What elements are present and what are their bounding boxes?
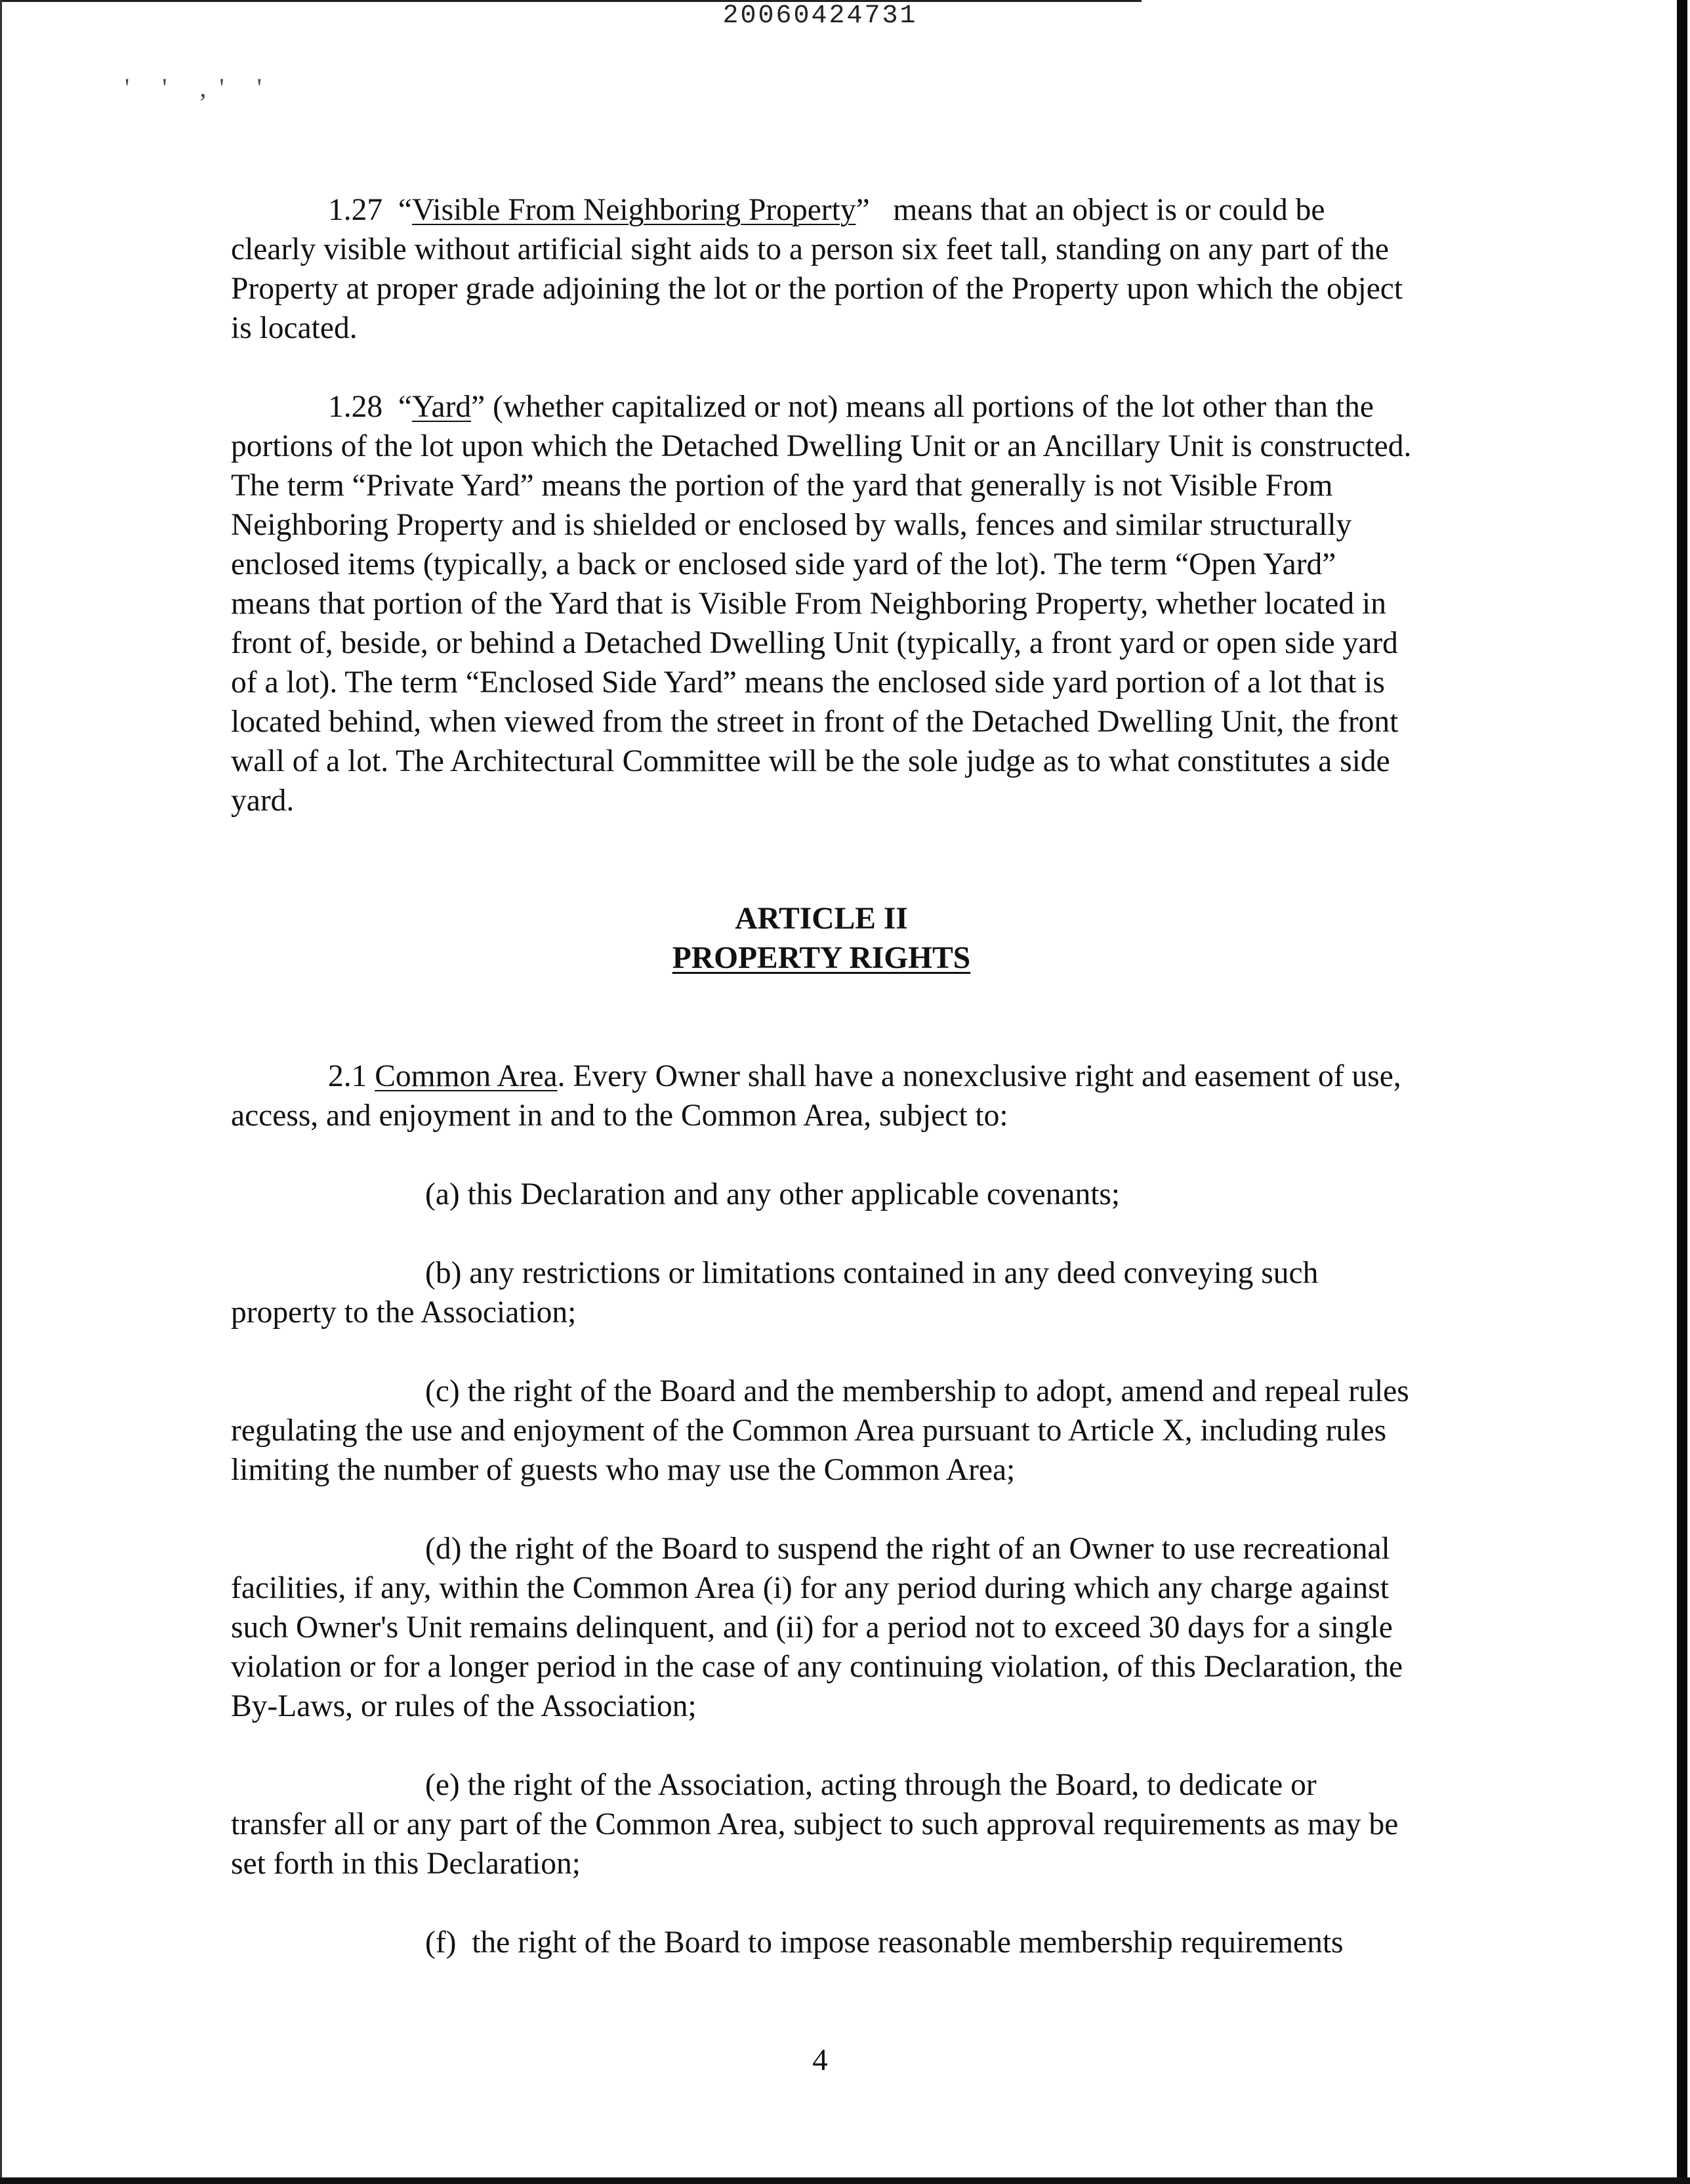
clause-b	[231, 1253, 1412, 1332]
clause-label: (c)	[425, 1374, 460, 1408]
scan-border-right	[1677, 0, 1687, 2184]
clause-label: (f)	[425, 1925, 457, 1960]
section-heading-suffix: .	[557, 1059, 566, 1093]
clause-text: the right of the Board and the membership to adopt, amend and repeal rules regulating the use and enjoyment of the Common Area pursuant to Article X, including rules limiting the number of guests who may use the Common Area;	[231, 1374, 1409, 1487]
section-heading: Common Area	[375, 1059, 558, 1093]
clause-label: (a)	[425, 1177, 460, 1211]
clause-label: (d)	[425, 1532, 462, 1566]
clause-f	[231, 1923, 1412, 1962]
clause-text: any restrictions or limitations contained in any deed conveying such property to the Association;	[231, 1256, 1319, 1330]
clause-label: (e)	[425, 1768, 460, 1802]
clause-text: the right of the Association, acting through the Board, to dedicate or transfer all or any part of the Common Area, subject to such approval requirements as may be set forth in this Declaration;	[231, 1768, 1399, 1881]
article-title: PROPERTY RIGHTS	[672, 941, 971, 975]
clause-text: the right of the Board to impose reasonable membership requirements	[472, 1925, 1344, 1960]
clause-text: the right of the Board to suspend the right of an Owner to use recreational facilities, if any, within the Common Area (i) for any period during which any charge against such Owner's Unit remains delinquent, and (ii) for a period not to exceed 30 days for a single violation or for a longer period in the case of any continuing violation, of this Declaration, the By-Laws, or rules of the Association;	[231, 1532, 1403, 1723]
defined-term: Visible From Neighboring Property	[411, 193, 856, 227]
scan-specks: ' ' ,' '	[125, 73, 275, 102]
clause-label: (b)	[425, 1256, 462, 1290]
section-body: means that an object is or could be clearly visible without artificial sight aids to a person six feet tall, standing on any part of the Property at proper grade adjoining the lot or the portion of the Property upon which the object is located.	[231, 193, 1403, 345]
page-number: 4	[812, 2043, 828, 2077]
section-body: Every Owner shall have a nonexclusive right and easement of use, access, and enjoyment in and to the Common Area, subject to:	[231, 1059, 1401, 1133]
section-body: (whether capitalized or not) means all portions of the lot other than the portions of the lot upon which the Detached Dwelling Unit or an Ancillary Unit is constructed. The term “Private Yard” means the portion of the yard that generally is not Visible From Neighboring Property and is shielded or enclosed by walls, fences and similar structurally enclosed items (typically, a back or enclosed side yard of the lot). The term “Open Yard” means that portion of the Yard that is Visible From Neighboring Property, whether located in front of, beside, or behind a Detached Dwelling Unit (typically, a front yard or open side yard of a lot). The term “Enclosed Side Yard” means the enclosed side yard portion of a lot that is located behind, when viewed from the street in front of the Detached Dwelling Unit, the front wall of a lot. The Architectural Committee will be the sole judge as to what constitutes a side yard.	[231, 390, 1412, 818]
term-close-quote: ”	[471, 390, 485, 424]
clause-a	[231, 1175, 1412, 1214]
section-1-27	[231, 190, 1412, 348]
clause-d	[231, 1529, 1412, 1726]
term-open-quote: “	[398, 193, 412, 227]
document-number: 20060424731	[722, 1, 918, 31]
section-number: 1.27	[328, 193, 383, 227]
article-number: ARTICLE II	[735, 902, 908, 936]
scan-border-bottom	[0, 2177, 1690, 2184]
document-body	[231, 190, 1412, 2002]
section-number: 1.28	[328, 390, 383, 424]
clause-c	[231, 1372, 1412, 1490]
scan-border-left	[0, 0, 2, 2184]
clause-text: this Declaration and any other applicable covenants;	[467, 1177, 1121, 1211]
term-open-quote: “	[398, 390, 412, 424]
defined-term: Yard	[411, 390, 472, 424]
section-1-28	[231, 387, 1412, 820]
article-heading	[231, 899, 1412, 978]
clause-e	[231, 1765, 1412, 1883]
section-number: 2.1	[328, 1059, 367, 1093]
term-close-quote: ”	[855, 193, 870, 227]
section-2-1	[231, 1057, 1412, 1135]
